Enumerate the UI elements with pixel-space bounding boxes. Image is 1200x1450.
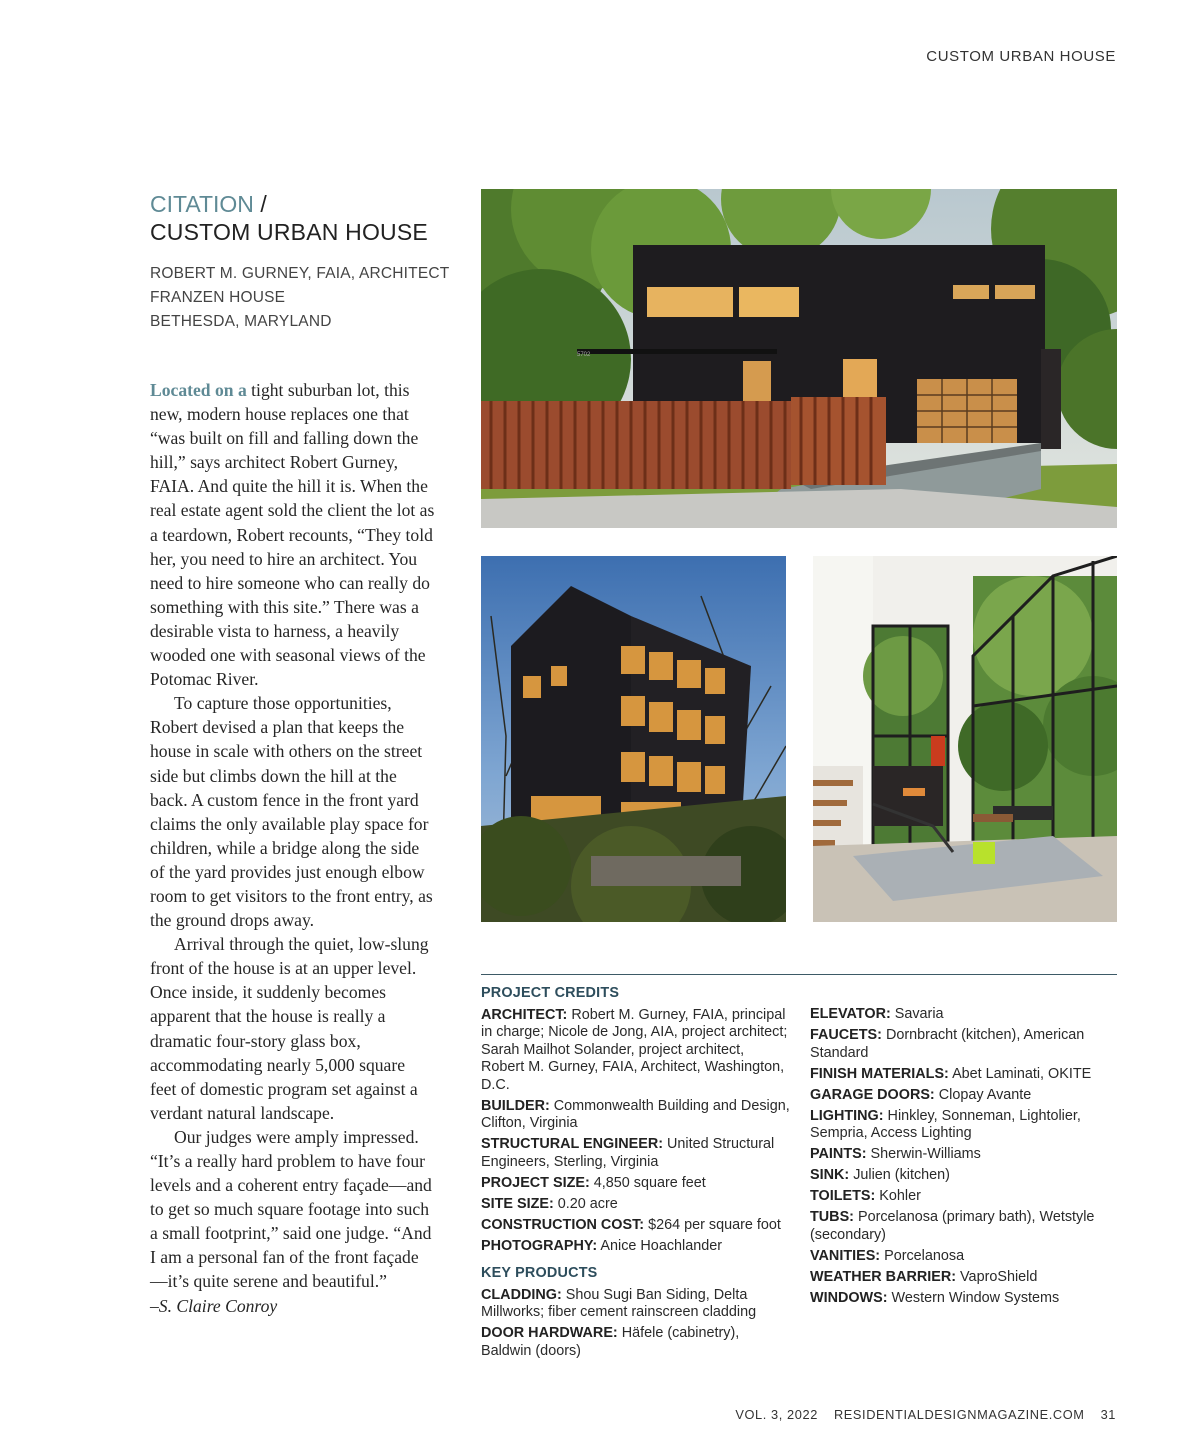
credit-value: Shou Sugi Ban Siding, Delta Millworks; fiber cement rainscreen cladding	[481, 1286, 757, 1320]
credit-label: TUBS:	[810, 1209, 854, 1225]
credit-value: 4,850 square feet	[593, 1174, 706, 1191]
credit-label: ARCHITECT:	[481, 1006, 568, 1023]
credits-left-column	[481, 985, 791, 1364]
credit-label: LIGHTING:	[810, 1107, 884, 1124]
credit-value: 0.20 acre	[557, 1195, 618, 1212]
key-products-heading: KEY PRODUCTS	[481, 1265, 598, 1281]
meta-house-name: FRANZEN HOUSE	[150, 289, 286, 306]
credit-value: VaproShield	[960, 1268, 1038, 1285]
credit-label: BUILDER:	[481, 1097, 550, 1114]
credit-value: Anice Hoachlander	[600, 1237, 723, 1254]
credit-value: Hinkley, Sonneman, Lightolier, Sempria, Access Lighting	[810, 1107, 1081, 1141]
title-separator: /	[260, 191, 267, 217]
product-faucets	[810, 1027, 1117, 1062]
lead-in: Located on a	[150, 380, 247, 400]
credit-value: Commonwealth Building and Design, Clifton, Virginia	[481, 1097, 790, 1131]
credit-value: Savaria	[894, 1006, 944, 1022]
meta-architect: ROBERT M. GURNEY, FAIA, ARCHITECT	[150, 265, 450, 282]
credit-value: Julien (kitchen)	[853, 1167, 950, 1183]
author-signature: –S. Claire Conroy	[150, 1295, 278, 1316]
product-windows	[810, 1290, 1117, 1308]
credit-label: PHOTOGRAPHY:	[481, 1237, 598, 1254]
product-paints	[810, 1146, 1117, 1164]
credit-photography	[481, 1238, 791, 1256]
credit-label: VANITIES:	[810, 1247, 881, 1264]
credit-label: FINISH MATERIALS:	[810, 1065, 949, 1082]
product-cladding	[481, 1287, 791, 1322]
article-paragraph: Our judges were amply impressed. “It’s a really hard problem to have four levels and a coherent entry façade—and to get so much square footage into such a small footprint,” said one judge. “And I am a personal fan of the front façade—it’s quite serene and beautiful.”	[150, 1126, 432, 1292]
article-paragraph: To capture those opportunities, Robert devised a plan that keeps the house in scale with others on the street side but climbs down the hill at the back. A custom fence in the front yard claims the only available play space for children, while a bridge along the side of the yard provides just enough elbow room to get visitors to the front entry, as the ground drops away.	[150, 693, 433, 931]
product-lighting	[810, 1108, 1117, 1143]
product-elevator	[810, 1006, 1117, 1024]
house-number: 5702	[577, 352, 591, 358]
meta-location: BETHESDA, MARYLAND	[150, 313, 332, 330]
credit-value: Porcelanosa (primary bath), Wetstyle (secondary)	[810, 1209, 1095, 1243]
credit-value: Kohler	[879, 1188, 921, 1204]
credit-construction-cost	[481, 1217, 791, 1235]
award-category: CITATION	[150, 191, 254, 217]
title-category-line	[150, 190, 450, 218]
issue-volume: VOL. 3, 2022	[735, 1407, 818, 1422]
product-tubs	[810, 1209, 1117, 1244]
product-weather-barrier	[810, 1269, 1117, 1287]
photo-front-facade	[481, 189, 1117, 528]
paragraph-text: tight suburban lot, this new, modern house replaces one that “was built on fill and falling down the hill,” says architect Robert Gurney, FAIA. And quite the hill it is. When the real estate agent sold the client the lot as a teardown, Robert recounts, “They told her, you need to hire an architect. You need to hire someone who can really do something with this site.” There was a desirable vista to harness, a heavily wooded one with seasonal views of the Potomac River.	[150, 380, 435, 690]
credits-divider	[481, 974, 1117, 975]
credit-label: WEATHER BARRIER:	[810, 1268, 957, 1285]
credit-value: Porcelanosa	[884, 1247, 965, 1264]
product-toilets	[810, 1188, 1117, 1206]
credit-label: CONSTRUCTION COST:	[481, 1216, 645, 1233]
credit-value: Abet Laminati, OKITE	[952, 1065, 1092, 1082]
magazine-website: RESIDENTIALDESIGNMAGAZINE.COM	[833, 1407, 1085, 1422]
credit-architect	[481, 1007, 791, 1095]
photo-living-room	[813, 556, 1117, 922]
credit-value: United Structural Engineers, Sterling, Virginia	[481, 1136, 775, 1170]
page-folio	[735, 1407, 1116, 1422]
article-paragraph: Arrival through the quiet, low-slung front of the house is at an upper level. Once inside, it suddenly becomes apparent that the house is really a dramatic four-story glass box, accommodating nearly 5,000 square feet of domestic program set against a verdant natural landscape.	[150, 934, 429, 1123]
project-credits-heading: PROJECT CREDITS	[481, 985, 620, 1001]
credit-label: ELEVATOR:	[810, 1006, 891, 1022]
credit-value: Clopay Avante	[938, 1086, 1032, 1103]
title-block	[150, 190, 450, 334]
credit-label: TOILETS:	[810, 1188, 876, 1204]
credit-value: $264 per square foot	[648, 1216, 781, 1233]
credit-label: CLADDING:	[481, 1286, 562, 1303]
credit-site-size	[481, 1196, 791, 1214]
credit-label: GARAGE DOORS:	[810, 1086, 935, 1103]
product-door-hardware	[481, 1325, 791, 1360]
credit-label: WINDOWS:	[810, 1289, 888, 1306]
running-head: CUSTOM URBAN HOUSE	[926, 48, 1116, 65]
product-garage-doors	[810, 1087, 1117, 1105]
product-sink	[810, 1167, 1117, 1185]
credit-label: SINK:	[810, 1167, 850, 1183]
credit-label: FAUCETS:	[810, 1027, 882, 1043]
article-paragraph	[150, 378, 435, 691]
product-vanities	[810, 1248, 1117, 1266]
credit-value: Häfele (cabinetry), Baldwin (doors)	[481, 1325, 740, 1359]
product-finish-materials	[810, 1066, 1117, 1084]
credit-value: Sherwin-Williams	[870, 1146, 981, 1162]
credits-right-column	[810, 1006, 1117, 1311]
credit-label: STRUCTURAL ENGINEER:	[481, 1136, 664, 1152]
project-title: CUSTOM URBAN HOUSE	[150, 219, 428, 245]
credit-label: DOOR HARDWARE:	[481, 1325, 618, 1341]
photo-rear-facade	[481, 556, 786, 922]
page-number: 31	[1100, 1407, 1116, 1422]
credit-project-size	[481, 1175, 791, 1193]
project-meta	[150, 262, 450, 334]
article-body	[150, 378, 435, 1318]
credit-value: Dornbracht (kitchen), American Standard	[810, 1027, 1085, 1061]
credit-builder	[481, 1098, 791, 1133]
credit-label: PROJECT SIZE:	[481, 1174, 590, 1191]
credit-structural-engineer	[481, 1136, 791, 1171]
credit-label: PAINTS:	[810, 1146, 867, 1162]
credit-label: SITE SIZE:	[481, 1195, 554, 1212]
credit-value: Robert M. Gurney, FAIA, principal in charge; Nicole de Jong, AIA, project architect; Sarah Mailhot Solander, project architect, Robert M. Gurney, FAIA, Architect, Washington, D.C.	[481, 1006, 788, 1093]
credit-value: Western Window Systems	[891, 1289, 1060, 1306]
